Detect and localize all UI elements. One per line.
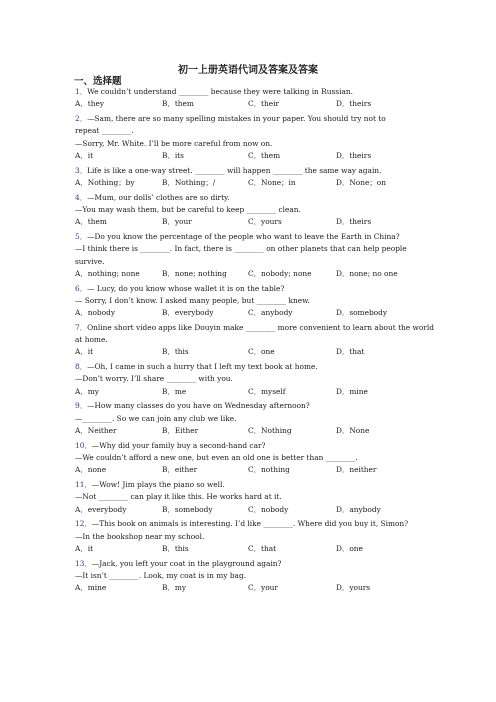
answer-option-d: D．neither [336,465,377,475]
question-stem [75,441,265,450]
answer-option-b: B．Either [162,426,199,435]
question-stem [75,87,353,96]
question-stem-continued [75,414,236,423]
question-stem [75,232,400,241]
answer-option-b: B．my [162,583,187,593]
question-text: —Jack, you left your coat in the playground again? [91,558,282,568]
document-title: 初一上册英语代词及答案及答案 [178,65,318,76]
answer-option-c: C．None；in [248,177,296,187]
answer-option-a: A．they [75,99,105,109]
question-stem-continued [75,492,282,501]
question-text: —It isn’t ________. Look, my coat is in my bag. [75,570,247,580]
answer-option-c: C．Nothing [248,426,292,435]
question-text: —Sorry, Mr. White. I’ll be more careful from now on. [75,138,273,148]
answer-option-b: B．Nothing；/ [162,177,216,187]
question-stem [75,519,408,528]
question-stem [75,166,381,175]
question-text: repeat ________. [75,126,134,136]
question-stem-continued [75,205,301,214]
answer-option-a: A．Nothing；by [75,177,135,187]
answer-option-a: A．it [75,347,94,357]
question-text: at home. [75,335,108,345]
question-text: —________. So we can join any club we like. [75,413,237,423]
question-stem [75,193,230,202]
answer-option-c: C．nobody; none [248,268,312,278]
answer-option-c: C．nobody [248,504,289,514]
question-number: 7． [75,322,88,332]
answer-option-c: C．yours [248,217,282,227]
question-number: 10． [75,440,92,450]
question-text: —Mum, our dolls’ clothes are so dirty. [87,192,230,202]
question-text: —Sam, there are so many spelling mistakes in your paper. You should try not to [87,114,386,123]
answer-option-d: D．one [336,543,363,553]
question-text: —You may wash them, but be careful to keep ________ clean. [75,204,301,214]
question-stem-continued [75,126,134,135]
question-stem [75,284,284,293]
answer-option-a: A．them [75,217,107,227]
question-number: 8． [75,362,88,372]
question-stem-continued [75,139,272,148]
answer-option-d: D．somebody [336,308,388,318]
answer-option-d: D．anybody [336,504,381,514]
question-number: 6． [75,283,88,293]
question-text: —In the bookshop near my school. [75,531,205,541]
answer-option-d: D．theirs [336,217,372,227]
question-text: Online short video apps like Douyin make ________ more convenient to learn about the world [87,322,434,332]
answer-option-d: D．mine [336,386,368,396]
answer-option-c: C．myself [248,386,286,396]
question-text: —Why did your family buy a second-hand car? [91,440,266,450]
question-number: 11． [75,480,92,489]
question-text: —This book on animals is interesting. I’d like ________. Where did you buy it, Simon? [91,519,409,529]
answer-option-b: B．everybody [162,308,214,318]
section-heading: 一、选择题 [74,76,122,87]
question-stem-continued [75,453,358,462]
question-stem-continued [75,335,108,344]
question-number: 13． [75,558,92,568]
answer-option-c: C．your [248,583,278,593]
question-stem-continued [75,532,204,541]
question-number: 9． [75,401,88,411]
question-stem [75,401,310,410]
answer-option-a: A．mine [75,583,107,593]
answer-option-b: B．me [162,386,187,396]
question-stem-continued [75,374,233,383]
question-stem [75,480,225,489]
question-text: — Sorry, I don’t know. I asked many people, but ________ knew. [75,295,310,305]
answer-option-c: C．them [248,150,281,160]
question-stem [75,559,282,568]
answer-option-b: B．this [162,347,189,357]
question-stem-continued [75,257,105,266]
answer-option-b: B．somebody [162,504,213,514]
answer-option-b: B．them [162,99,194,109]
answer-option-c: C．their [248,99,280,109]
question-stem [75,114,386,123]
answer-option-a: A．none [75,465,107,475]
answer-option-b: B．this [162,543,189,553]
question-text: —We couldn’t afford a new one, but even an old one is better than ________. [75,453,358,462]
question-number: 12． [75,519,92,529]
question-stem [75,362,318,371]
answer-option-a: A．nothing; none [75,268,140,278]
answer-option-d: D．that [336,347,365,357]
question-number: 4． [75,192,88,202]
question-number: 2． [75,114,88,123]
answer-option-c: C．one [248,347,275,357]
question-text: survive. [75,256,105,266]
question-text: —Wow! Jim plays the piano so well. [91,480,225,489]
question-text: We couldn’t understand ________ because they were talking in Russian. [87,87,353,96]
answer-option-c: C．nothing [248,465,290,475]
answer-option-a: A．nobody [75,308,116,318]
answer-option-c: C．anybody [248,308,293,318]
answer-option-a: A．Neither [75,426,117,435]
question-text: —Don’t worry. I’ll share ________ with you. [75,374,233,384]
question-text: Life is like a one-way street. ________ will happen ________ the same way again. [87,165,382,175]
answer-option-b: B．either [162,465,198,475]
answer-option-b: B．its [162,150,184,160]
answer-option-b: B．none; nothing [162,268,227,278]
question-text: —Do you know the percentage of the people who want to leave the Earth in China? [87,231,400,241]
answer-option-d: D．theirs [336,150,372,160]
answer-option-d: D．theirs [336,99,372,109]
question-text: —Oh, I came in such a hurry that I left my text book at home. [87,362,318,372]
answer-option-a: A．it [75,543,94,553]
question-stem [75,323,434,332]
answer-option-d: D．None [336,426,370,435]
question-text: —I think there is ________. In fact, there is ________ on other planets that can help people [75,244,407,254]
answer-option-c: C．that [248,543,277,553]
question-text: —How many classes do you have on Wednesday afternoon? [87,401,310,411]
question-text: — Lucy, do you know whose wallet it is on the table? [87,283,285,293]
question-text: —Not ________ can play it like this. He works hard at it. [75,492,282,502]
question-stem-continued [75,571,246,580]
question-number: 3． [75,165,88,175]
answer-option-a: A．it [75,150,94,160]
question-stem-continued [75,244,407,253]
answer-option-b: B．your [162,217,192,227]
answer-option-a: A．my [75,386,99,396]
answer-option-a: A．everybody [75,504,127,514]
question-number: 1． [75,87,88,96]
answer-option-d: D．None；on [336,177,386,187]
answer-option-d: D．none; no one [336,268,398,278]
question-number: 5． [75,231,88,241]
question-stem-continued [75,296,310,305]
answer-option-d: D．yours [336,583,371,593]
